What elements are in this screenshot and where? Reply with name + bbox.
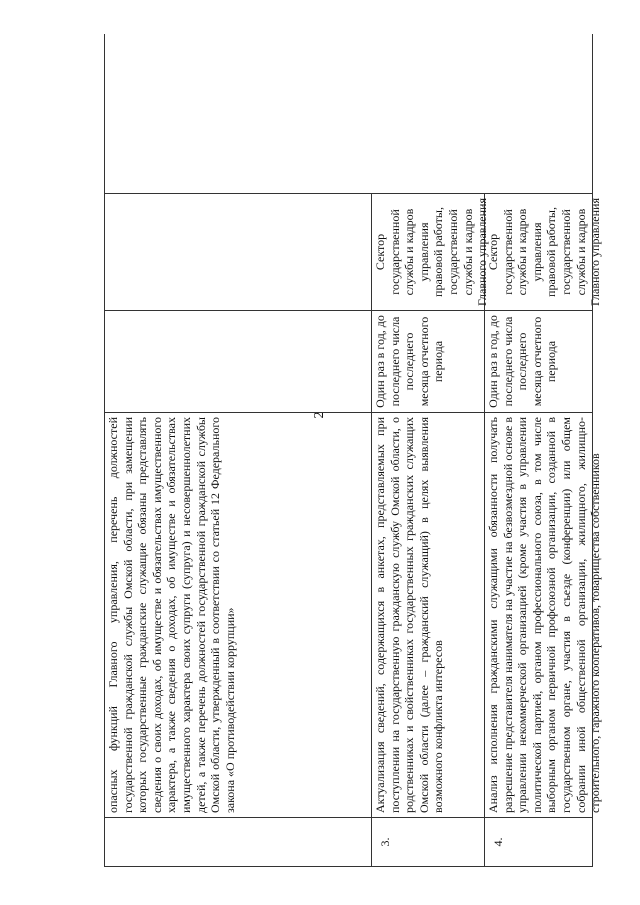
- row-number: [105, 817, 372, 866]
- row-responsible: Сектор государственной службы и кадров управления правовой работы, государственной службы и кадров Главного управления: [372, 193, 485, 310]
- row-term: [105, 310, 372, 412]
- row-description: Актуализация сведений, содержащихся в анкетах, представляемых при поступлении на государственную гражданскую службу Омской области, о родственниках и свойственниках государственных гражданских служащих Омской области (далее – гражданский служащий) в целях выявления возможного конфликта интересов: [372, 412, 485, 817]
- row-responsible: Сектор государственной службы и кадров управления правовой работы, государственной службы и кадров Главного управления: [485, 193, 593, 310]
- row-description: Анализ исполнения гражданскими служащими обязанности получать разрешение представителя нанимателя на участие на безвозмездной основе в управлении некоммерческой организацией (кроме участия в управлении политической партией, органом профессионального союза, в том числе выборным органом первичной профсоюзной организации, созданной в государственном органе, участия в съезде (конференции) или общем собрании иной общественной организации, жилищного, жилищно-строительного, гаражного кооперативов, товарищества собственников: [485, 412, 593, 817]
- measures-table: [104, 34, 603, 867]
- table-continuation-line: [592, 34, 593, 867]
- row-number: 4.: [485, 817, 593, 866]
- row-term: Один раз в год, до последнего числа последнего месяца отчетного периода: [485, 310, 593, 412]
- row-description: опасных функций Главного управления, перечень должностей государственной гражданской службы Омской области, при замещении которых государственные гражданские служащие обязаны представлять сведения о своих доходах, об имуществе и обязательствах имущественного характера, а также сведения о доходах, об имуществе и обязательствах имущественного характера своих супруги (супруга) и несовершеннолетних детей, а также перечень должностей государственной гражданской службы Омской области, утвержденный в соответствии со статьей 12 Федерального закона «О противодействии коррупции»: [105, 412, 372, 817]
- row-responsible: [105, 193, 372, 310]
- row-number: 3.: [372, 817, 485, 866]
- page-number: 2: [312, 411, 327, 419]
- row-term: Один раз в год, до последнего числа последнего месяца отчетного периода: [372, 310, 485, 412]
